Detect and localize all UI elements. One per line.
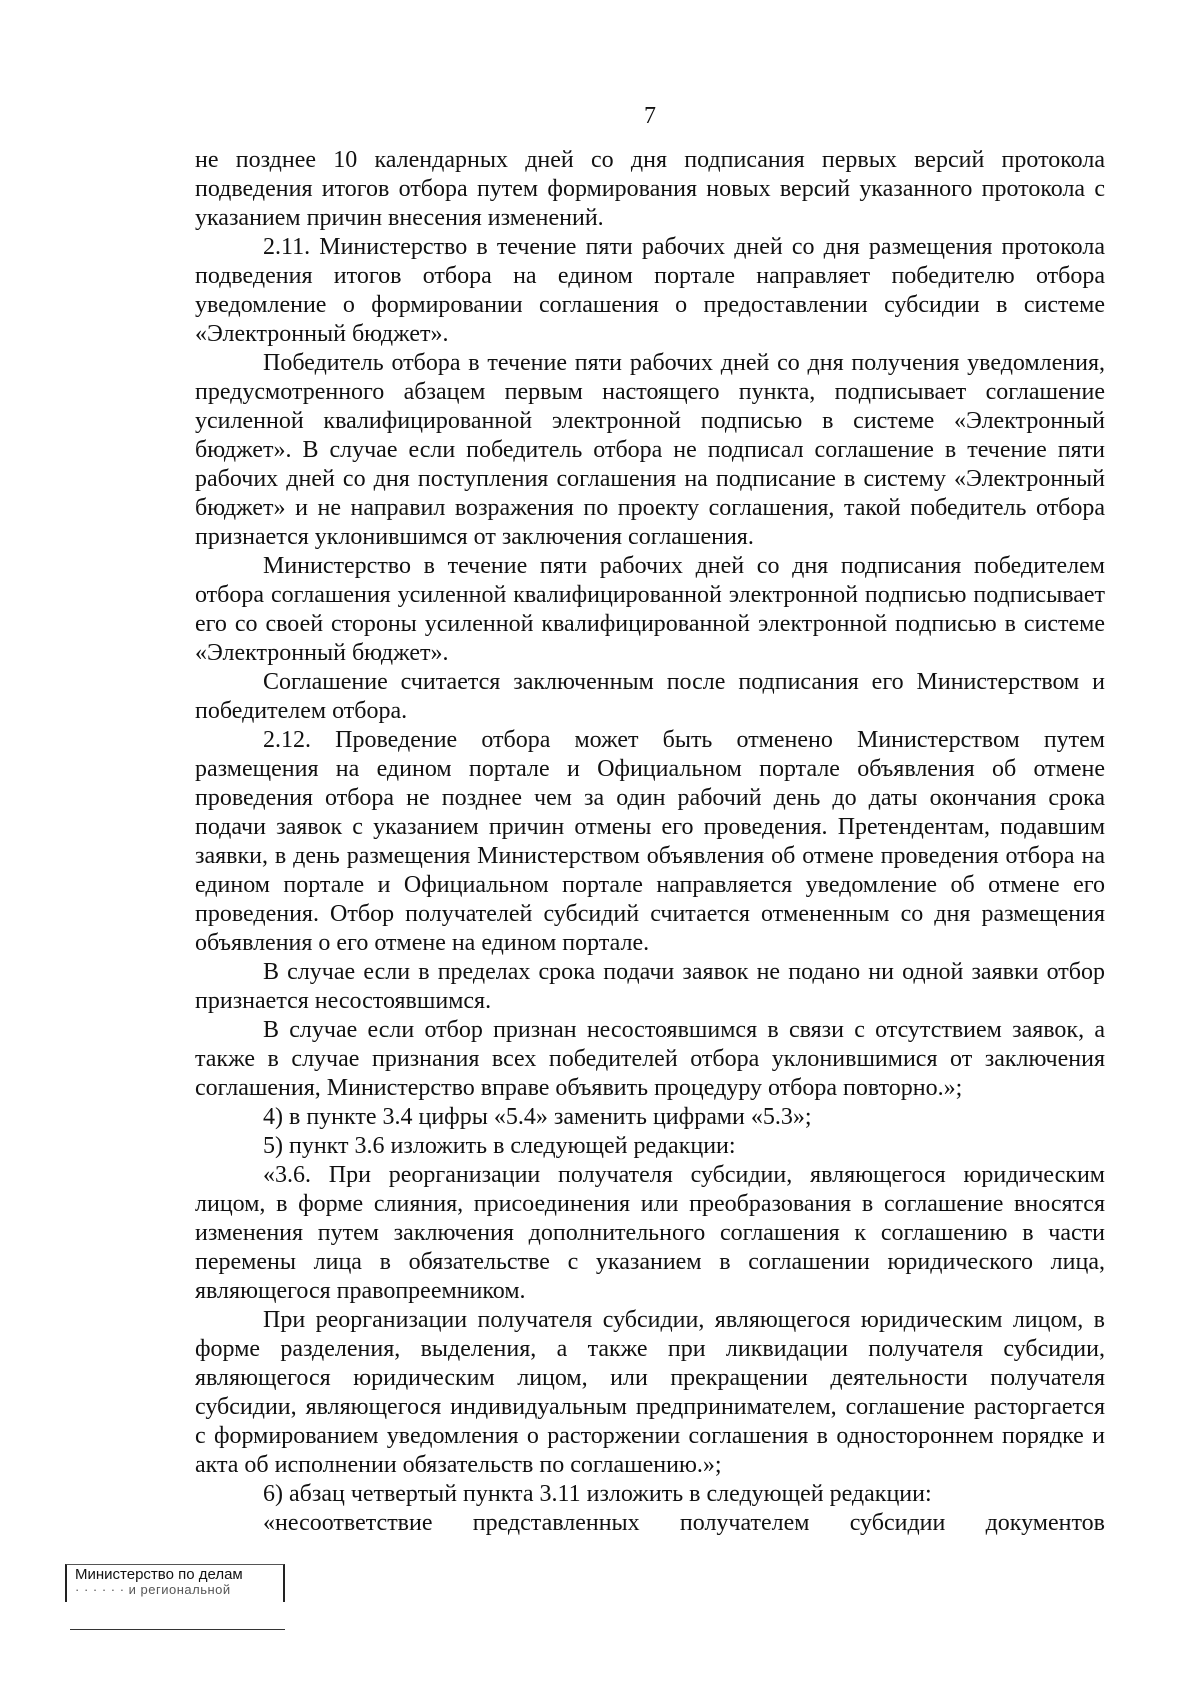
paragraph-item-5: 5) пункт 3.6 изложить в следующей редакции: — [263, 1133, 736, 1159]
paragraph-continuation: не позднее 10 календарных дней со дня подписания первых версий протокола подведения итогов отбора путем формирования новых версий указанного протокола с указанием причин внесения изменений. — [195, 147, 1105, 231]
paragraph-item-4: 4) в пункте 3.4 цифры «5.4» заменить цифрами «5.3»; — [263, 1104, 812, 1130]
paragraph-2-12: 2.12. Проведение отбора может быть отменено Министерством путем размещения на едином портале и Официальном портале объявления об отмене проведения отбора не позднее чем за один рабочий день до даты окончания срока подачи заявок с указанием причин отмены его проведения. Претендентам, подавшим заявки, в день размещения Министерством объявления об отмене проведения отбора на едином портале и Официальном портале направляется уведомление об отмене его проведения. Отбор получателей субсидий считается отмененным со дня размещения объявления о его отмене на едином портале. — [195, 727, 1105, 956]
stamp-line-2: · · · · · · и региональной — [75, 1582, 231, 1597]
paragraph-2-11: 2.11. Министерство в течение пяти рабочих дней со дня размещения протокола подведения итогов отбора на едином портале направляет победителю отбора уведомление о формировании соглашения о предоставлении субсидии в системе «Электронный бюджет». — [195, 234, 1105, 347]
paragraph-repeat-selection: В случае если отбор признан несостоявшимся в связи с отсутствием заявок, а также в случае признания всех победителей отбора уклонившимися от заключения соглашения, Министерство вправе объявить процедуру отбора повторно.»; — [195, 1017, 1105, 1101]
paragraph-item-6: 6) абзац четвертый пункта 3.11 изложить в следующей редакции: — [263, 1481, 932, 1507]
page-number: 7 — [644, 103, 656, 129]
paragraph-no-applications: В случае если в пределах срока подачи заявок не подано ни одной заявки отбор признается несостоявшимся. — [195, 959, 1105, 1014]
paragraph-reorganization: При реорганизации получателя субсидии, являющегося юридическим лицом, в форме разделения, выделения, а также при ликвидации получателя субсидии, являющегося юридическим лицом, или прекращении деятельности получателя субсидии, являющегося индивидуальным предпринимателем, соглашение расторгается с формированием уведомления о расторжении соглашения в одностороннем порядке и акта об исполнении обязательств по соглашению.»; — [195, 1307, 1105, 1478]
paragraph-3-6: «3.6. При реорганизации получателя субсидии, являющегося юридическим лицом, в форме слияния, присоединения или преобразования в соглашение вносятся изменения путем заключения дополнительного соглашения к соглашению в части перемены лица в обязательстве с указанием в соглашении юридического лица, являющегося правопреемником. — [195, 1162, 1105, 1304]
paragraph-agreement-concluded: Соглашение считается заключенным после подписания его Министерством и победителем отбора. — [195, 669, 1105, 724]
stamp-underline — [70, 1629, 285, 1630]
document-body — [195, 146, 1105, 1538]
paragraph-ministry-signing: Министерство в течение пяти рабочих дней со дня подписания победителем отбора соглашения усиленной квалифицированной электронной подписью подписывает его со своей стороны усиленной квалифицированной электронной подписью в системе «Электронный бюджет». — [195, 553, 1105, 666]
stamp-line-1: Министерство по делам — [75, 1566, 243, 1583]
ministry-stamp — [65, 1564, 285, 1602]
paragraph-nonconformity: «несоответствие представленных получателем субсидии документов — [263, 1510, 1105, 1536]
paragraph-winner-signing: Победитель отбора в течение пяти рабочих дней со дня получения уведомления, предусмотренного абзацем первым настоящего пункта, подписывает соглашение усиленной квалифицированной электронной подписью в системе «Электронный бюджет». В случае если победитель отбора не подписал соглашение в течение пяти рабочих дней со дня поступления соглашения на подписание в систему «Электронный бюджет» и не направил возражения по проекту соглашения, такой победитель отбора признается уклонившимся от заключения соглашения. — [195, 350, 1105, 550]
